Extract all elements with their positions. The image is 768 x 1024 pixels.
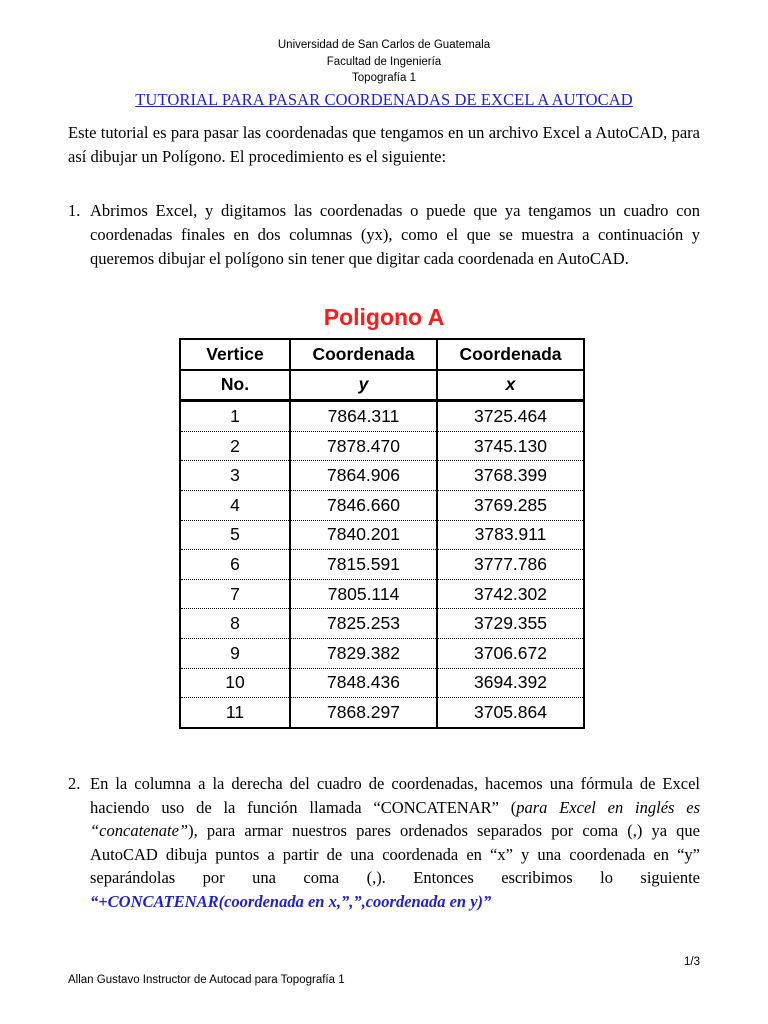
table-row — [180, 668, 584, 698]
page-number: 1/3 — [684, 956, 700, 968]
cell-coordinate-x: 3769.285 — [437, 490, 584, 520]
table-row — [180, 431, 584, 461]
cell-vertex-no: 3 — [180, 461, 290, 491]
step-1-text: Abrimos Excel, y digitamos las coordenadas o puede que ya tengamos un cuadro con coordenadas finales en dos columnas (yx), como el que se muestra a continuación y queremos dibujar el polígono sin tener que digitar cada coordenada en AutoCAD. — [90, 201, 700, 268]
header-faculty: Facultad de Ingeniería — [326, 55, 442, 68]
table-row — [180, 638, 584, 668]
cell-coordinate-y: 7868.297 — [290, 698, 437, 728]
cell-coordinate-x: 3768.399 — [437, 461, 584, 491]
table-row — [180, 490, 584, 520]
cell-coordinate-x: 3777.786 — [437, 550, 584, 580]
cell-coordinate-y: 7848.436 — [290, 668, 437, 698]
cell-coordinate-x: 3742.302 — [437, 579, 584, 609]
cell-coordinate-x: 3705.864 — [437, 698, 584, 728]
cell-vertex-no: 7 — [180, 579, 290, 609]
page-header — [0, 37, 768, 87]
cell-coordinate-y: 7805.114 — [290, 579, 437, 609]
table-row — [180, 550, 584, 580]
step-1 — [68, 199, 700, 271]
step-2-text-a: En la columna a la derecha del cuadro de coordenadas, hacemos una fórmula de Excel haciendo uso de la función llamada “CONCATENAR” ( — [90, 774, 700, 817]
cell-vertex-no: 6 — [180, 550, 290, 580]
cell-coordinate-x: 3706.672 — [437, 638, 584, 668]
table-row — [180, 461, 584, 491]
cell-coordinate-y: 7864.906 — [290, 461, 437, 491]
cell-vertex-no: 10 — [180, 668, 290, 698]
table-subheader-row — [180, 370, 584, 401]
cell-vertex-no: 2 — [180, 431, 290, 461]
table-header-row — [180, 339, 584, 370]
intro-paragraph: Este tutorial es para pasar las coordenadas que tengamos en un archivo Excel a AutoCAD, para así dibujar un Polígono. El procedimiento es el siguiente: — [68, 123, 700, 166]
step-2-text-b: ), para armar nuestros pares ordenados separados por coma (,) ya que AutoCAD dibuja puntos a partir de una coordenada en “x” y una coordenada en “y” separándolas por una coma (,). Entonces escribimos lo siguiente — [90, 821, 700, 887]
header-university: Universidad de San Carlos de Guatemala — [277, 39, 491, 51]
table-row — [180, 698, 584, 728]
concatenar-formula: “+CONCATENAR(coordenada en x,”,”,coordenada en y)” — [90, 891, 492, 911]
cell-coordinate-y: 7829.382 — [290, 638, 437, 668]
cell-coordinate-y: 7878.470 — [290, 431, 437, 461]
step-2-text — [90, 772, 700, 913]
cell-vertex-no: 1 — [180, 401, 290, 432]
cell-vertex-no: 11 — [180, 698, 290, 728]
step-2-text-italic: para Excel en inglés es “concatenate” — [90, 797, 700, 840]
table-row — [180, 609, 584, 639]
table-row — [180, 520, 584, 550]
cell-coordinate-y: 7846.660 — [290, 490, 437, 520]
header-coordenada-x: Coordenada — [437, 339, 584, 370]
header-coordenada-y: Coordenada — [290, 339, 437, 370]
cell-coordinate-y: 7864.311 — [290, 401, 437, 432]
header-no: No. — [180, 370, 290, 401]
table-row — [180, 579, 584, 609]
cell-coordinate-y: 7825.253 — [290, 609, 437, 639]
step-1-number: 1. — [68, 201, 81, 220]
header-x: x — [437, 370, 584, 401]
header-vertice: Vertice — [180, 339, 290, 370]
cell-coordinate-x: 3745.130 — [437, 431, 584, 461]
header-course: Topografía 1 — [352, 72, 416, 84]
coordinates-table — [179, 338, 585, 729]
step-2-number: 2. — [68, 774, 81, 793]
step-2 — [68, 772, 700, 913]
cell-coordinate-y: 7815.591 — [290, 550, 437, 580]
cell-coordinate-x: 3694.392 — [437, 668, 584, 698]
page-footer: Allan Gustavo Instructor de Autocad para Topografía 1 — [68, 974, 345, 986]
cell-vertex-no: 9 — [180, 638, 290, 668]
cell-vertex-no: 5 — [180, 520, 290, 550]
cell-coordinate-x: 3783.911 — [437, 520, 584, 550]
table-row — [180, 401, 584, 432]
header-y: y — [290, 370, 437, 401]
cell-coordinate-x: 3725.464 — [437, 401, 584, 432]
table-body — [180, 401, 584, 728]
cell-coordinate-x: 3729.355 — [437, 609, 584, 639]
cell-vertex-no: 8 — [180, 609, 290, 639]
cell-vertex-no: 4 — [180, 490, 290, 520]
document-title: TUTORIAL PARA PASAR COORDENADAS DE EXCEL A AUTOCAD — [135, 90, 633, 109]
cell-coordinate-y: 7840.201 — [290, 520, 437, 550]
table-title: Poligono A — [323, 304, 445, 330]
